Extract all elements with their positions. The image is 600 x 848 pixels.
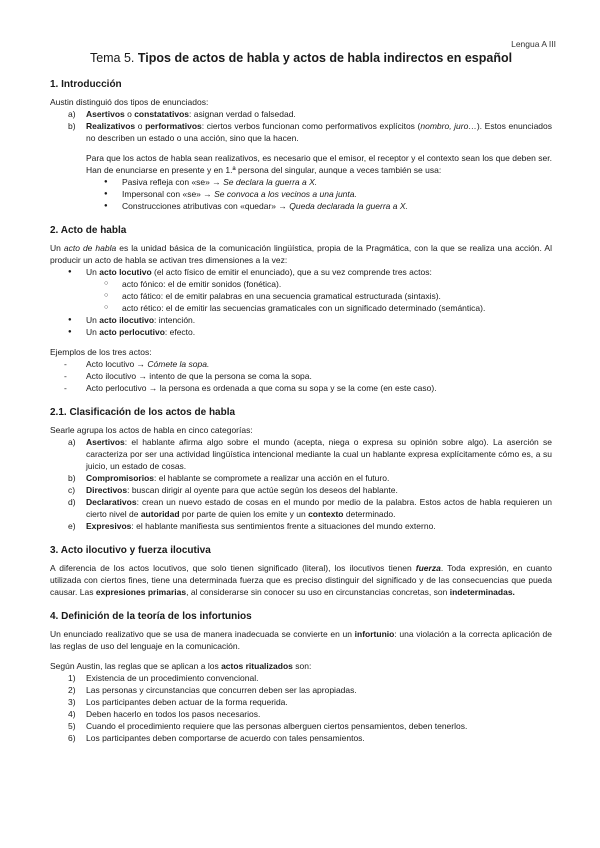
- text: Pasiva refleja con «se» →: [122, 177, 224, 187]
- term: Asertivos: [86, 437, 125, 447]
- searle-categories-list: [50, 436, 552, 532]
- text: Impersonal con «se» →: [122, 189, 215, 199]
- term: Realizativos: [86, 121, 136, 131]
- example: nombro, juro…: [420, 121, 477, 131]
- realizativo-forms-list: [50, 176, 552, 212]
- term: infortunio: [354, 629, 395, 639]
- text: : intención.: [154, 315, 196, 325]
- term: contexto: [308, 509, 344, 519]
- text: Las personas y circunstancias que concurren deben ser las apropiadas.: [86, 685, 357, 695]
- term: acto ilocutivo: [99, 315, 155, 325]
- term: acto de habla: [63, 243, 117, 253]
- list-item: [50, 520, 552, 532]
- austin-rules-list: [50, 672, 552, 744]
- enunciado-types-list: [50, 108, 552, 144]
- paragraph: [50, 562, 552, 598]
- term: Declarativos: [86, 497, 137, 507]
- locutivo-sublist: [50, 278, 552, 314]
- term: Directivos: [86, 485, 128, 495]
- text: Según Austin, las reglas que se aplican a los: [50, 661, 222, 671]
- list-item: [50, 732, 552, 744]
- list-item: [50, 120, 552, 144]
- list-item: [50, 326, 552, 338]
- term: actos ritualizados: [221, 661, 293, 671]
- list-item: [50, 266, 552, 278]
- list-item: ○ acto fónico: el de emitir sonidos (fonética).: [50, 278, 552, 290]
- text: determinado.: [343, 509, 396, 519]
- list-item: [50, 484, 552, 496]
- paragraph: Ejemplos de los tres actos:: [50, 347, 152, 357]
- text: o: [135, 121, 146, 131]
- term: Expresivos: [86, 521, 132, 531]
- document-title: [50, 0, 552, 66]
- text: : ciertos verbos funcionan como performativos explícitos (: [201, 121, 421, 131]
- dimensions-list-cont: [50, 314, 552, 338]
- text: Existencia de un procedimiento convencional.: [86, 673, 259, 683]
- term: indeterminadas.: [449, 587, 515, 597]
- list-marker: 5): [68, 721, 76, 731]
- list-marker: 6): [68, 733, 76, 743]
- list-marker: 2): [68, 685, 76, 695]
- text: : crean un nuevo estado de cosas en el mundo por medio de la palabra. Estos actos de habla requieren un cierto nivel de: [86, 497, 552, 519]
- text: : el hablante afirma algo sobre el mundo (acepta, niega o expresa su opinión sobre algo). La aserción se caracteriza por ser una actividad lingüística intencional mediante la cual un hablante expresa explícitamente cómo es, a su juicio, un estado de cosas.: [86, 437, 552, 471]
- list-item: [50, 720, 552, 732]
- list-item: [50, 108, 552, 120]
- dimensions-list: [50, 266, 552, 278]
- list-item: [50, 672, 552, 684]
- text: Un: [86, 315, 100, 325]
- text: (el acto físico de emitir el enunciado), que a su vez comprende tres actos:: [151, 267, 432, 277]
- example: Cómete la sopa.: [147, 359, 210, 369]
- paragraph: Para que los actos de habla sean realizativos, es necesario que el emisor, el receptor y el contexto sean los que deben ser. Han de enunciarse en presente y en 1.ª persona del singular, aunque a veces también se usa:: [86, 153, 552, 175]
- text: Los participantes deben actuar de la forma requerida.: [86, 697, 288, 707]
- text: Un: [86, 267, 100, 277]
- section-heading: 3. Acto ilocutivo y fuerza ilocutiva: [50, 545, 211, 556]
- text: o: [124, 109, 135, 119]
- list-marker: c): [68, 485, 76, 495]
- term: acto locutivo: [99, 267, 152, 277]
- paragraph: Searle agrupa los actos de habla en cinco categorías:: [50, 425, 253, 435]
- term: autoridad: [140, 509, 180, 519]
- text: : asignan verdad o falsedad.: [189, 109, 296, 119]
- list-item: ○ acto fático: el de emitir palabras en una secuencia gramatical estructurada (sintaxis).: [50, 290, 552, 302]
- list-item: [50, 314, 552, 326]
- term: expresiones primarias: [95, 587, 187, 597]
- paragraph: [50, 242, 552, 266]
- list-item: [50, 696, 552, 708]
- title-main: Tipos de actos de habla y actos de habla indirectos en español: [137, 51, 513, 65]
- list-item: [50, 176, 552, 188]
- text: Un: [86, 327, 100, 337]
- list-marker: b): [68, 121, 76, 131]
- list-marker: 3): [68, 697, 76, 707]
- list-item: [50, 188, 552, 200]
- list-item: [50, 684, 552, 696]
- section-heading: 1. Introducción: [50, 79, 122, 90]
- term: Asertivos: [86, 109, 125, 119]
- term: fuerza: [415, 563, 441, 573]
- text: . Toda expresión, en cuanto utilizada con ciertos fines, tiene una determinada fuerza que es preciso distinguir del significado y de las consecuencias que pueda causar. Las: [50, 563, 552, 597]
- text: ). Estos enunciados no describen un estado o una acción, sino que la hacen.: [86, 121, 552, 143]
- term: Compromisorios: [86, 473, 155, 483]
- list-item: ○ acto rético: el de emitir las secuencias gramaticales con un significado determinado (semántica).: [50, 302, 552, 314]
- list-item: [50, 358, 552, 370]
- list-item: [50, 200, 552, 212]
- text: : el hablante se compromete a realizar una acción en el futuro.: [154, 473, 390, 483]
- text: , al considerarse sin conocer su uso en circunstancias concretas, son: [186, 587, 450, 597]
- term: acto perlocutivo: [99, 327, 165, 337]
- example: Se convoca a los vecinos a una junta.: [214, 189, 357, 199]
- text: por parte de quien los emite y un: [179, 509, 309, 519]
- section-heading: 4. Definición de la teoría de los infortunios: [50, 611, 252, 622]
- list-marker: 1): [68, 673, 76, 683]
- text: Cuando el procedimiento requiere que las personas alberguen ciertos pensamientos, deben tenerlos.: [86, 721, 468, 731]
- text: Un enunciado realizativo que se usa de manera inadecuada se convierte en un: [50, 629, 355, 639]
- text: : efecto.: [164, 327, 196, 337]
- list-marker: 4): [68, 709, 76, 719]
- paragraph: [50, 628, 552, 652]
- text: es la unidad básica de la comunicación lingüística, propia de la Pragmática, con la que se realiza una acción. Al producir un acto de habla se activan tres dimensiones a la vez:: [50, 243, 552, 265]
- list-item: - Acto perlocutivo → la persona es ordenada a que coma su sopa y se la come (en este caso).: [50, 382, 552, 394]
- example: Se declara la guerra a X.: [223, 177, 318, 187]
- text: A diferencia de los actos locutivos, que solo tienen significado (literal), los ilocutivos tienen: [50, 563, 416, 573]
- text: : buscan dirigir al oyente para que actúe según los deseos del hablante.: [127, 485, 398, 495]
- text: Los participantes deben comportarse de acuerdo con tales pensamientos.: [86, 733, 365, 743]
- paragraph: Austin distinguió dos tipos de enunciados:: [50, 97, 209, 107]
- text: Acto locutivo →: [86, 359, 148, 369]
- list-item: [50, 708, 552, 720]
- course-label: Lengua A III: [511, 39, 556, 49]
- list-marker: a): [68, 437, 76, 447]
- text: Un: [50, 243, 64, 253]
- list-item: [50, 496, 552, 520]
- list-item: [50, 436, 552, 472]
- text: son:: [292, 661, 312, 671]
- list-item: - Acto ilocutivo → intento de que la persona se coma la sopa.: [50, 370, 552, 382]
- list-item: [50, 472, 552, 484]
- title-prefix: Tema 5.: [89, 51, 138, 65]
- text: Deben hacerlo en todos los pasos necesarios.: [86, 709, 261, 719]
- term: performativos: [145, 121, 202, 131]
- text: : una violación a la correcta aplicación de las reglas de uso del lenguaje en la comunicación.: [50, 629, 553, 651]
- text: Construcciones atributivas con «quedar» →: [122, 201, 290, 211]
- list-marker: a): [68, 109, 76, 119]
- list-marker: b): [68, 473, 76, 483]
- text: : el hablante manifiesta sus sentimientos frente a situaciones del mundo externo.: [131, 521, 436, 531]
- term: constatativos: [134, 109, 189, 119]
- section-heading: 2. Acto de habla: [50, 225, 127, 236]
- list-marker: d): [68, 497, 76, 507]
- list-marker: e): [68, 521, 76, 531]
- examples-list: [50, 358, 552, 394]
- section-heading: 2.1. Clasificación de los actos de habla: [50, 407, 236, 418]
- example: Queda declarada la guerra a X.: [289, 201, 408, 211]
- paragraph: [50, 660, 552, 672]
